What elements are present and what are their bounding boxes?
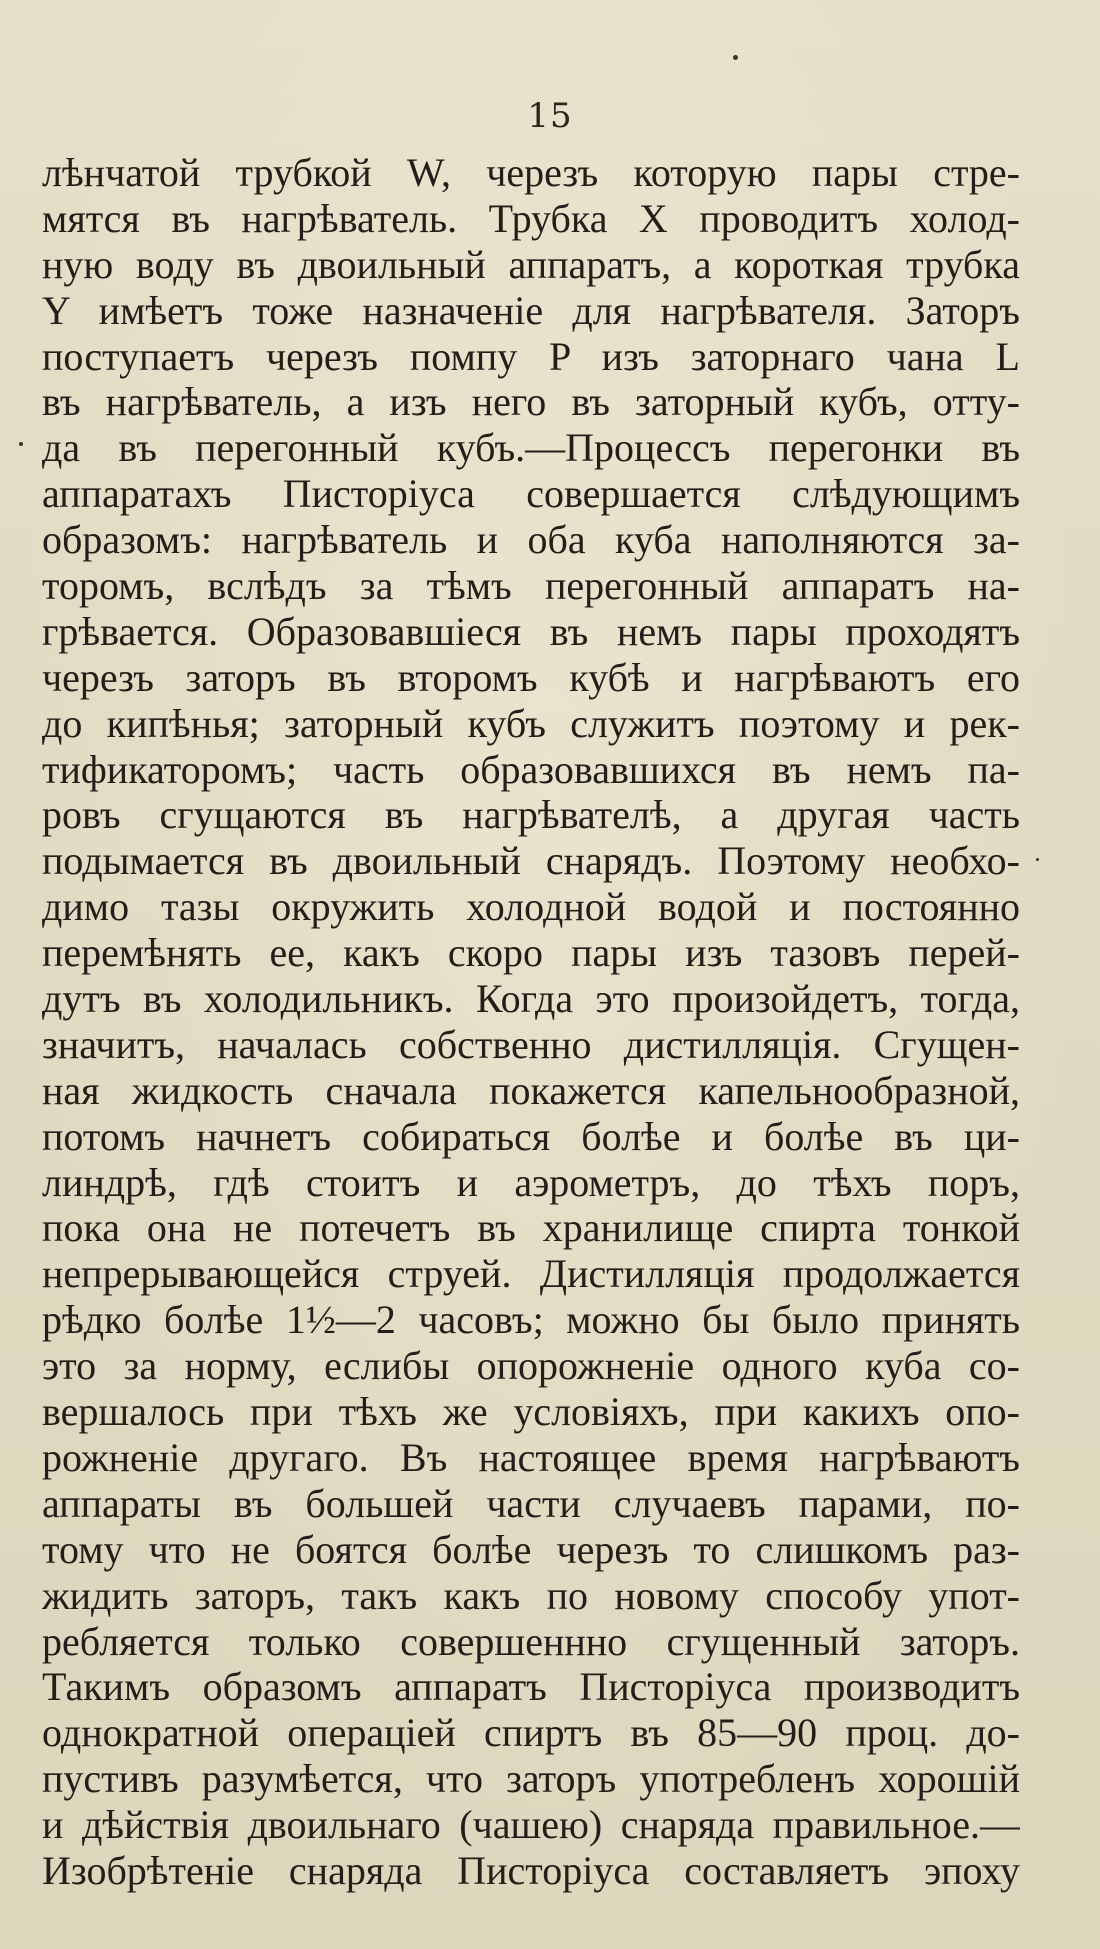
text-line: тому что не боятся болѣе черезъ то слишкомъ раз- <box>42 1526 1020 1572</box>
ink-speck <box>1036 858 1039 861</box>
text-line: лѣнчатой трубкой W, черезъ которую пары стре- <box>42 150 1020 195</box>
text-line: да въ перегонный кубъ.—Процессъ перегонки въ <box>42 425 1020 471</box>
text-line: рѣдко болѣе 1½—2 часовъ; можно бы было принять <box>42 1297 1020 1343</box>
text-line: ровъ сгущаются въ нагрѣвателѣ, а другая часть <box>42 792 1020 838</box>
text-line: мятся въ нагрѣватель. Трубка X проводитъ холод- <box>42 195 1020 241</box>
text-line: перемѣнять ее, какъ скоро пары изъ тазовъ перей- <box>42 930 1020 976</box>
text-line: вершалось при тѣхъ же условiяхъ, при какихъ опо- <box>42 1389 1020 1435</box>
text-line: это за норму, еслибы опорожненiе одного куба со- <box>42 1343 1020 1389</box>
text-line: пустивъ разумѣется, что заторъ употребленъ хорошiй <box>42 1756 1020 1802</box>
text-line: ную воду въ двоильный аппаратъ, а короткая трубка <box>42 241 1020 287</box>
text-line: аппаратахъ Писторiуса совершается слѣдующимъ <box>42 471 1020 517</box>
text-line: грѣвается. Образовавшiеся въ немъ пары проходятъ <box>42 608 1020 654</box>
body-text <box>42 150 1020 1894</box>
text-line: дутъ въ холодильникъ. Когда это произойдетъ, тогда, <box>42 976 1020 1022</box>
text-line: ная жидкость сначала покажется капельнообразной, <box>42 1067 1020 1113</box>
text-line: Такимъ образомъ аппаратъ Писторiуса производитъ <box>42 1664 1020 1710</box>
ink-speck <box>19 442 23 446</box>
text-line: жидить заторъ, такъ какъ по новому способу упот- <box>42 1572 1020 1618</box>
text-line: Изобрѣтенiе снаряда Писторiуса составляетъ эпоху <box>42 1847 1020 1893</box>
text-line: аппараты въ большей части случаевъ парами, по- <box>42 1480 1020 1526</box>
text-line: до кипѣнья; заторный кубъ служитъ поэтому и рек- <box>42 700 1020 746</box>
text-line: Y имѣетъ тоже назначенiе для нагрѣвателя. Заторъ <box>42 287 1020 333</box>
page-number: 15 <box>527 96 573 136</box>
ink-speck <box>733 55 738 60</box>
text-line: подымается въ двоильный снарядъ. Поэтому необхо- <box>42 838 1020 884</box>
text-line: тификаторомъ; часть образовавшихся въ немъ па- <box>42 746 1020 792</box>
text-line: образомъ: нагрѣватель и оба куба наполняются за- <box>42 517 1020 563</box>
text-line: однократной операцiей спиртъ въ 85—90 проц. до- <box>42 1710 1020 1756</box>
text-line: димо тазы окружить холодной водой и постоянно <box>42 884 1020 930</box>
text-line: въ нагрѣватель, а изъ него въ заторный кубъ, отту- <box>42 379 1020 425</box>
text-line: пока она не потечетъ въ хранилище спирта тонкой <box>42 1205 1020 1251</box>
text-line: черезъ заторъ въ второмъ кубѣ и нагрѣваютъ его <box>42 654 1020 700</box>
text-line: линдрѣ, гдѣ стоитъ и аэрометръ, до тѣхъ поръ, <box>42 1159 1020 1205</box>
text-line: непрерывающейся струей. Дистилляцiя продолжается <box>42 1251 1020 1297</box>
text-line: и дѣйствiя двоильнаго (чашею) снаряда правильное.— <box>42 1802 1020 1848</box>
text-line: рожненiе другаго. Въ настоящее время нагрѣваютъ <box>42 1434 1020 1480</box>
text-line: значитъ, началась собственно дистилляцiя. Сгущен- <box>42 1021 1020 1067</box>
text-line: торомъ, вслѣдъ за тѣмъ перегонный аппаратъ на- <box>42 563 1020 609</box>
text-line: поступаетъ черезъ помпу P изъ заторнаго чана L <box>42 333 1020 379</box>
text-line: ребляется только совершеннно сгущенный заторъ. <box>42 1618 1020 1664</box>
text-line: потомъ начнетъ собираться болѣе и болѣе въ ци- <box>42 1113 1020 1159</box>
